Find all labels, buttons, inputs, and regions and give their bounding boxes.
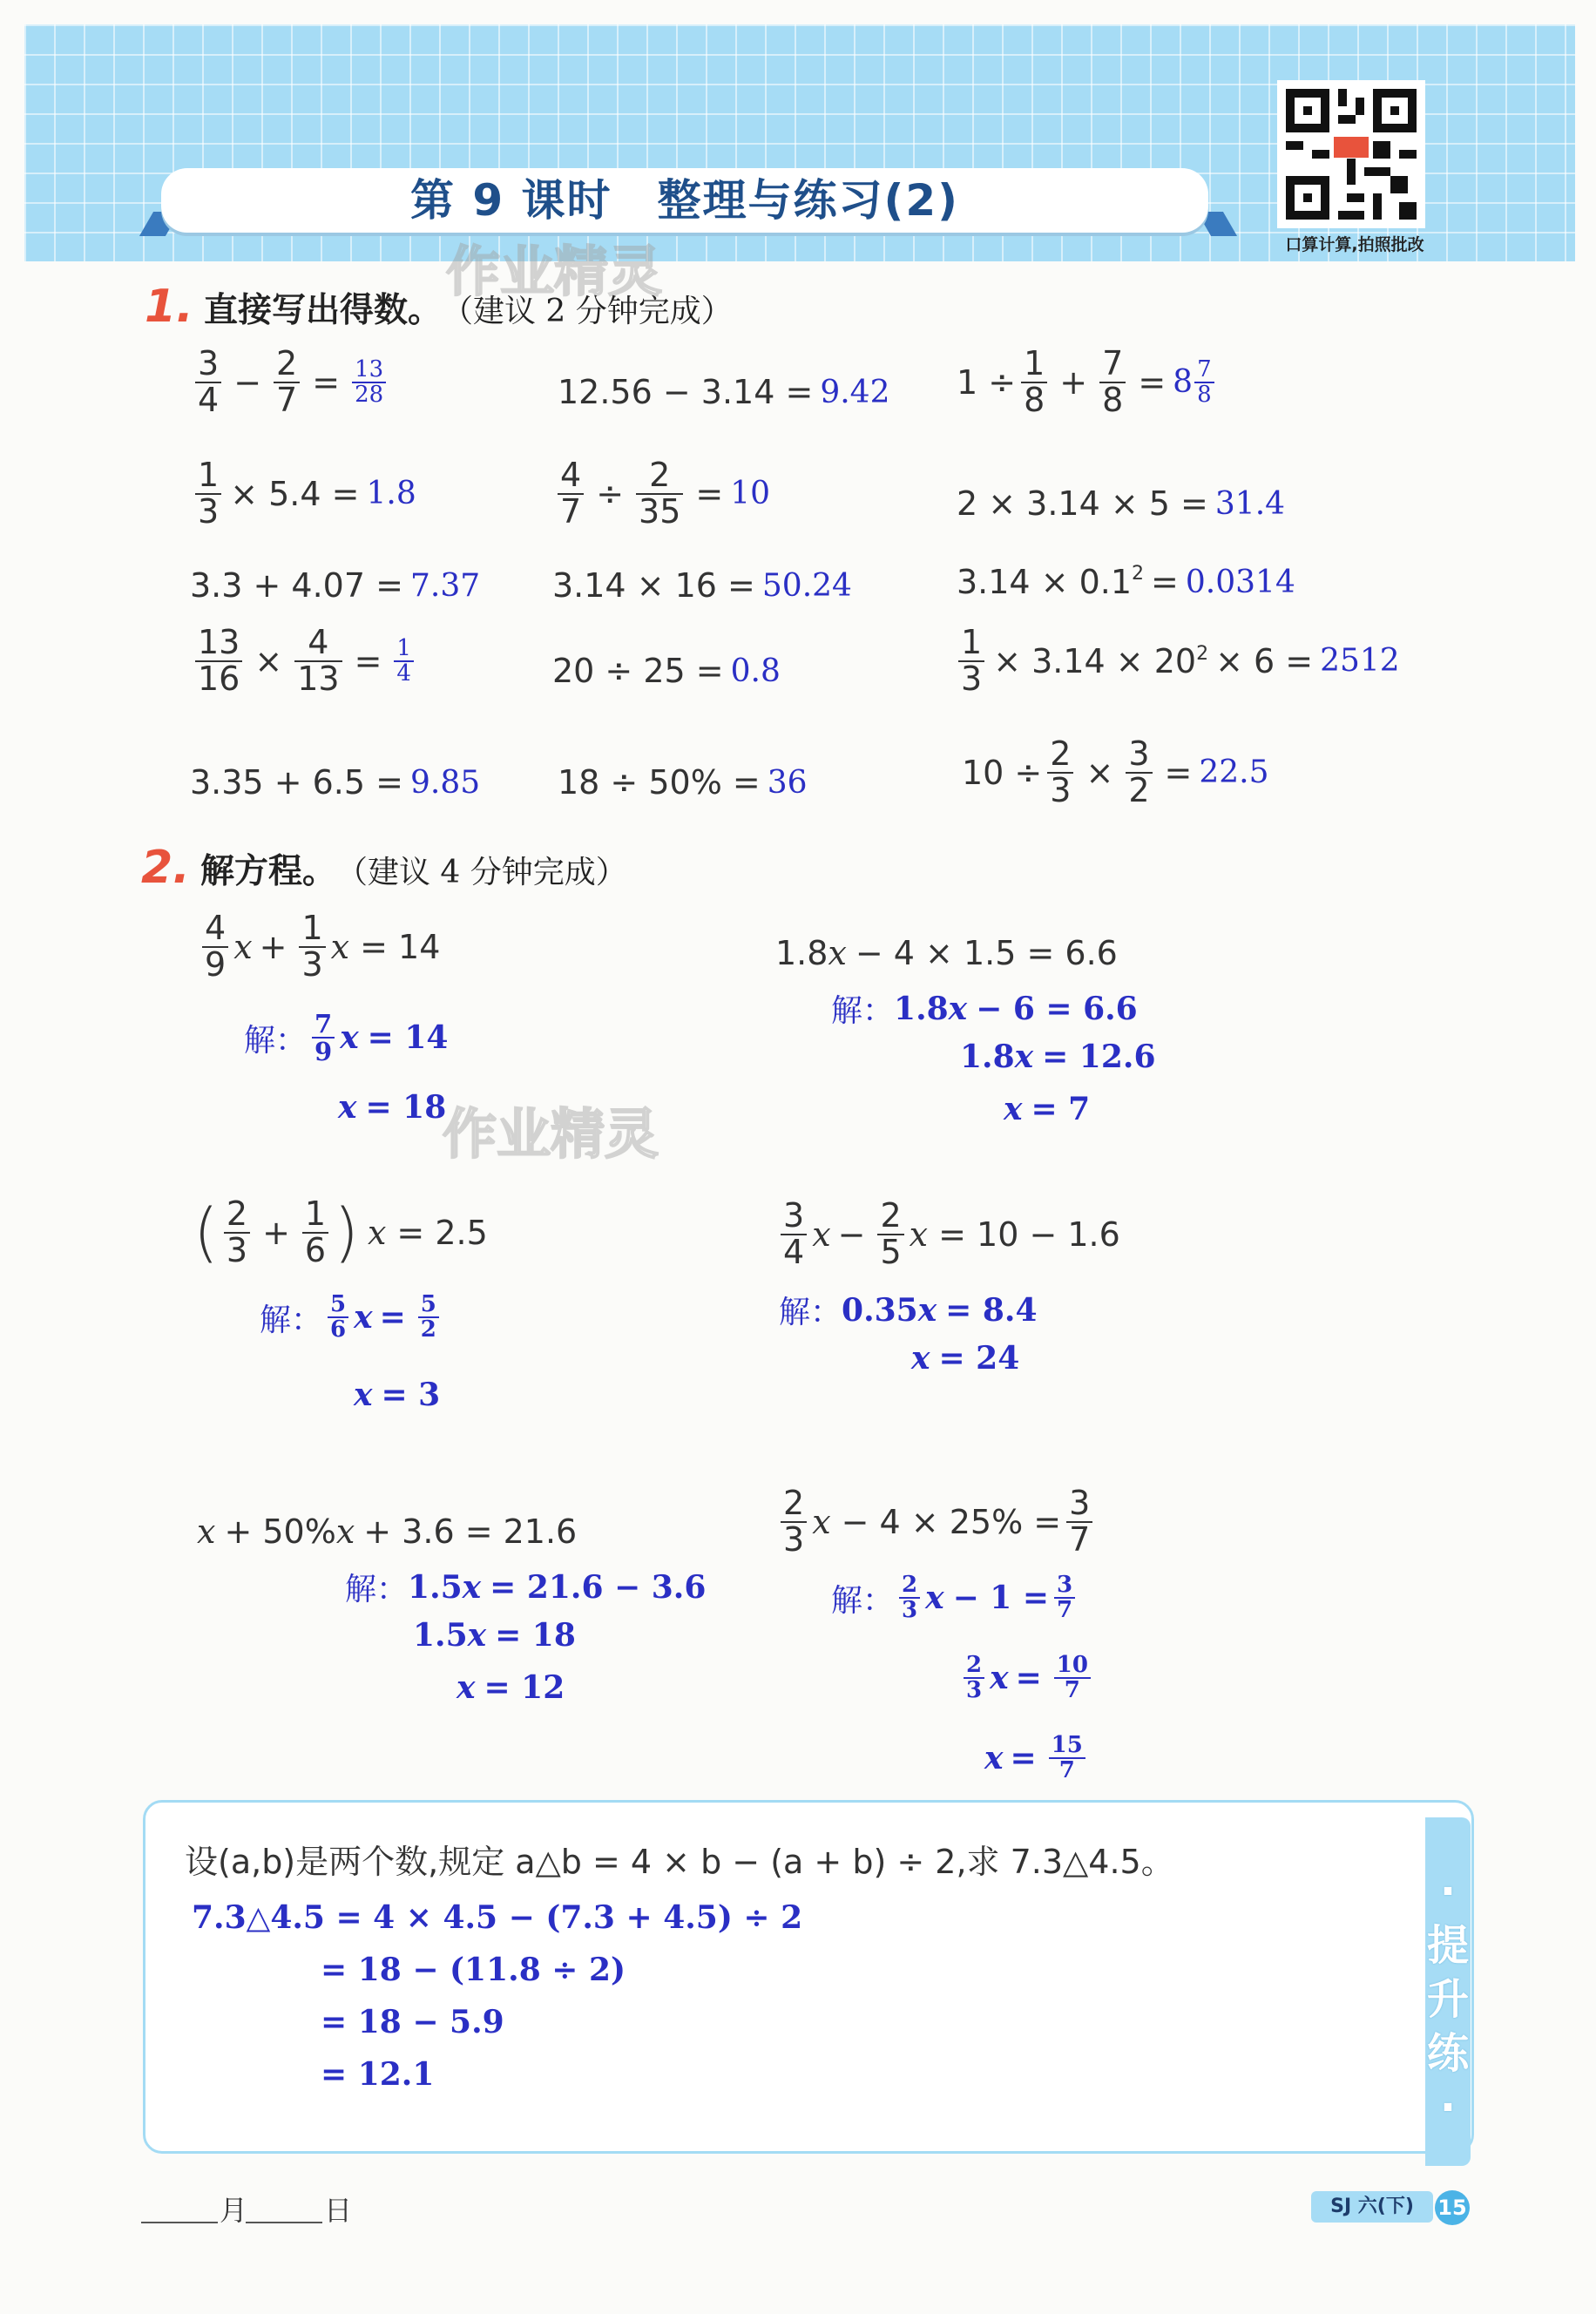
answer: 50.24 bbox=[761, 567, 852, 604]
answer: 0.8 bbox=[730, 653, 781, 689]
solution-5-step-2: 1.5 x = 18 bbox=[413, 1617, 576, 1654]
solution-3-step-2: x = 3 bbox=[354, 1377, 441, 1413]
solution-2-step-3: x = 7 bbox=[1004, 1091, 1091, 1127]
section-title: 解方程。 bbox=[200, 852, 336, 891]
watermark: 作业精灵 bbox=[446, 240, 663, 303]
challenge-step-3: = 18 − 5.9 bbox=[321, 2004, 504, 2040]
page-title: 第 9 课时 整理与练习(2) bbox=[409, 175, 960, 226]
answer: 1.8 bbox=[366, 476, 416, 512]
page-number: 15 bbox=[1435, 2190, 1470, 2225]
challenge-step-1: 7.3△4.5 = 4 × 4.5 − (7.3 + 4.5) ÷ 2 bbox=[192, 1899, 803, 1936]
grade-badge: SJ 六(下) bbox=[1311, 2191, 1433, 2223]
day-blank[interactable] bbox=[246, 2220, 322, 2223]
solution-4-step-1: 解： 0.35 x = 8.4 bbox=[779, 1291, 1038, 1330]
problem-2-2: $\frac{4}{7}$ ÷ $\frac{2}{35}$ = 10 bbox=[552, 458, 770, 530]
problem-1-1: $\frac{3}{4}$ − $\frac{2}{7}$ = $\frac{13}{28}$ bbox=[190, 347, 391, 418]
fraction: $\frac{3}{4}$ bbox=[195, 347, 221, 418]
solution-2-step-2: 1.8 x = 12.6 bbox=[960, 1039, 1156, 1075]
solution-5-step-1: 解： 1.5 x = 21.6 − 3.6 bbox=[345, 1568, 707, 1607]
solution-3-step-1: 解： $\frac{5}{6}$ x = $\frac{5}{2}$ bbox=[260, 1293, 444, 1343]
section-1-heading bbox=[145, 281, 733, 333]
equation-6: $\frac{2}{3}$ x − 4 × 25% = $\frac{3}{7}$ bbox=[775, 1486, 1098, 1558]
solution-6-step-1: 解： $\frac{2}{3}$ x − 1 = $\frac{3}{7}$ bbox=[831, 1573, 1080, 1623]
fraction: $\frac{4}{7}$ bbox=[558, 458, 584, 530]
fraction: $\frac{1}{8}$ bbox=[1021, 347, 1047, 418]
solution-1-step-2: x = 18 bbox=[338, 1089, 447, 1126]
fraction: $\frac{4}{13}$ bbox=[294, 626, 342, 697]
problem-5-3: 10 ÷ $\frac{2}{3}$ × $\frac{3}{2}$ = 22.5 bbox=[962, 734, 1269, 809]
answer: 7.37 bbox=[409, 567, 481, 604]
solution-2-step-1: 解： 1.8 x − 6 = 6.6 bbox=[831, 990, 1138, 1029]
problem-3-2: 3.14 × 16 = 50.24 bbox=[552, 566, 852, 605]
section-number: 2. bbox=[141, 842, 190, 894]
answer: 9.85 bbox=[409, 764, 481, 801]
answer: 0.0314 bbox=[1185, 564, 1295, 600]
fraction: $\frac{13}{16}$ bbox=[195, 626, 242, 697]
equation-5: x + 50% x + 3.6 = 21.6 bbox=[197, 1512, 578, 1551]
problem-3-1: 3.3 + 4.07 = 7.37 bbox=[190, 566, 481, 605]
qr-caption: 口算计算,拍照批改 bbox=[1285, 235, 1424, 254]
qr-code-icon[interactable] bbox=[1277, 80, 1425, 228]
solution-5-step-3: x = 12 bbox=[456, 1669, 565, 1706]
day-label: 日 bbox=[324, 2194, 353, 2227]
equation-2: 1.8 x − 4 × 1.5 = 6.6 bbox=[775, 934, 1118, 972]
equation-4: $\frac{3}{4}$ x − $\frac{2}{5}$ x = 10 − 1.6 bbox=[775, 1199, 1120, 1270]
fraction: $\frac{7}{8}$ bbox=[1099, 347, 1126, 418]
fraction: $\frac{2}{35}$ bbox=[636, 458, 683, 530]
problem-4-2: 20 ÷ 25 = 0.8 bbox=[552, 652, 781, 690]
solution-6-step-3: x = $\frac{15}{7}$ bbox=[984, 1734, 1091, 1783]
answer: 22.5 bbox=[1199, 754, 1269, 791]
answer: 10 bbox=[730, 476, 771, 512]
fraction: $\frac{2}{3}$ bbox=[1047, 737, 1073, 809]
watermark: 作业精灵 bbox=[443, 1102, 659, 1166]
problem-5-2: 18 ÷ 50% = 36 bbox=[558, 763, 808, 802]
answer: 31.4 bbox=[1214, 485, 1286, 522]
section-number: 1. bbox=[145, 281, 193, 333]
solution-6-step-2: $\frac{2}{3}$ x = $\frac{10}{7}$ bbox=[958, 1654, 1096, 1703]
solution-4-step-2: x = 24 bbox=[911, 1340, 1020, 1377]
answer: 2512 bbox=[1320, 643, 1400, 680]
problem-4-3: $\frac{1}{3}$ × 3.14 × 20 $^2$ × 6 = 2512 bbox=[953, 626, 1400, 697]
challenge-step-4: = 12.1 bbox=[321, 2056, 435, 2093]
challenge-step-2: = 18 − (11.8 ÷ 2) bbox=[321, 1952, 626, 1988]
section-hint: （建议 4 分钟完成） bbox=[335, 855, 627, 890]
problem-1-2: 12.56 − 3.14 = 9.42 bbox=[558, 373, 890, 411]
problem-5-1: 3.35 + 6.5 = 9.85 bbox=[190, 763, 481, 802]
fraction: $\frac{1}{3}$ bbox=[958, 626, 984, 697]
section-title: 直接写出得数。 bbox=[203, 291, 442, 330]
solution-1-step-1: 解： $\frac{7}{9}$ x = 14 bbox=[244, 1009, 449, 1067]
answer: 9.42 bbox=[820, 374, 890, 410]
section-hint: （建议 2 分钟完成） bbox=[441, 294, 733, 329]
fraction: $\frac{3}{2}$ bbox=[1126, 737, 1152, 809]
fraction: $\frac{2}{7}$ bbox=[274, 347, 300, 418]
month-blank[interactable] bbox=[141, 2220, 218, 2223]
answer-fraction: $\frac{1}{4}$ bbox=[394, 637, 414, 687]
answer-whole: 8 bbox=[1173, 364, 1194, 401]
challenge-side-label: · 提 升 练 · bbox=[1426, 1867, 1469, 2132]
answer-fraction: $\frac{7}{8}$ bbox=[1194, 358, 1214, 408]
problem-3-3: 3.14 × 0.1 $^2$ = 0.0314 bbox=[957, 563, 1295, 601]
problem-2-1: $\frac{1}{3}$ × 5.4 = 1.8 bbox=[190, 458, 416, 530]
fraction: $\frac{1}{3}$ bbox=[195, 458, 221, 530]
section-2-heading bbox=[141, 842, 627, 894]
problem-4-1: $\frac{13}{16}$ × $\frac{4}{13}$ = $\frac{1}{4}$ bbox=[190, 626, 419, 697]
equation-1: $\frac{4}{9}$ x + $\frac{1}{3}$ x = 14 bbox=[197, 911, 440, 983]
problem-2-3: 2 × 3.14 × 5 = 31.4 bbox=[957, 484, 1286, 523]
answer: 36 bbox=[767, 764, 808, 801]
answer-fraction: $\frac{13}{28}$ bbox=[352, 358, 386, 408]
challenge-question: 设(a,b)是两个数,规定 a△b = 4 × b − (a + b) ÷ 2,求 7.3△4.5。 bbox=[185, 1843, 1174, 1881]
month-label: 月 bbox=[220, 2194, 248, 2227]
problem-1-3: 1 ÷ $\frac{1}{8}$ + $\frac{7}{8}$ = 8 $\frac{7}{8}$ bbox=[957, 347, 1220, 418]
equation-3: ( $\frac{2}{3}$ + $\frac{1}{6}$ ) x = 2.5 bbox=[193, 1194, 488, 1270]
